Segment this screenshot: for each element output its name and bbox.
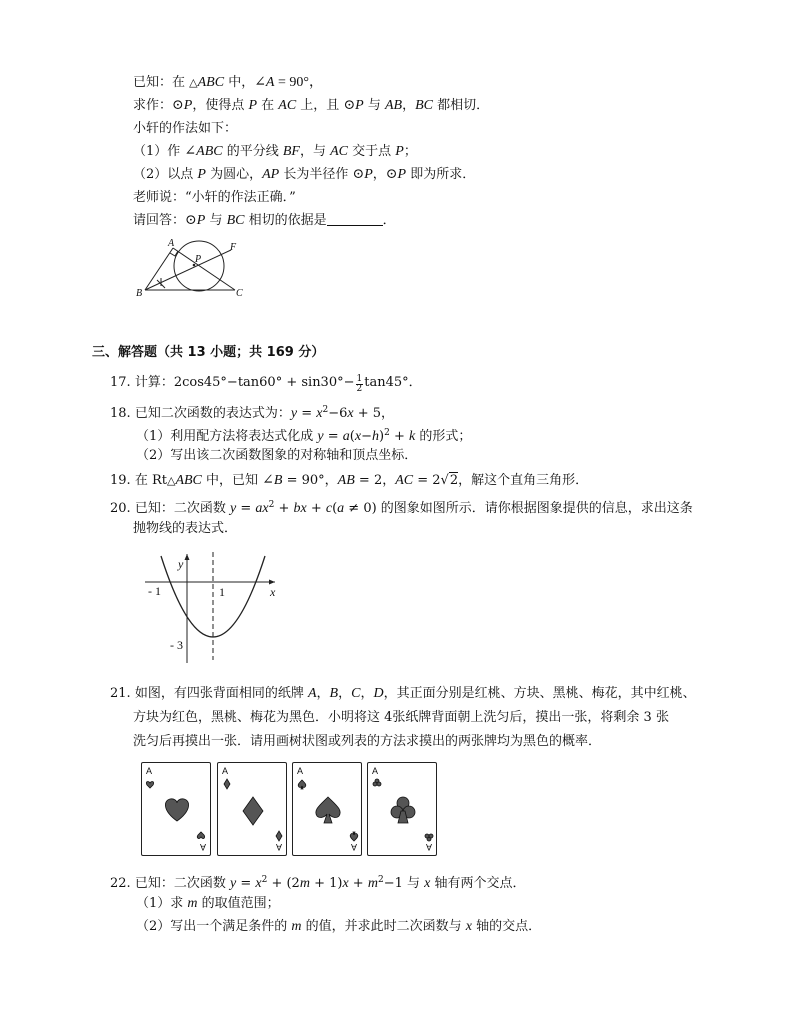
math-var: ⊙P (185, 213, 206, 228)
math-var: P (197, 167, 206, 182)
question-number: 20. (110, 501, 131, 516)
card-rank: A (275, 842, 282, 852)
text: = 90°， (282, 473, 338, 488)
exponent: 2 (384, 428, 390, 438)
math-var: AC (330, 144, 348, 159)
math-var: m (299, 876, 310, 891)
math-var: y (290, 406, 298, 421)
card-clubs (367, 762, 437, 856)
math-var: P (395, 144, 404, 159)
geo-step2 (133, 166, 475, 184)
text: = 2 (413, 473, 441, 488)
text: 轴有两个交点． (430, 876, 526, 891)
sqrt-sign: √ (440, 473, 449, 488)
card-rank: A (199, 842, 206, 852)
text: （1）作 (133, 144, 185, 159)
question-21-line3: 洗匀后再摸出一张．请用画树状图或列表的方法求摸出的两张牌均为黑色的概率． (133, 734, 602, 749)
geo-answer (133, 212, 396, 230)
text: 都相切． (433, 98, 490, 113)
segment-ac (173, 248, 235, 290)
math-var: y (229, 876, 237, 891)
label-p: P (195, 254, 202, 265)
text: （1）求 (136, 896, 188, 911)
text: 为圆心， (205, 167, 263, 182)
text: = 2， (354, 473, 396, 488)
exponent: 2 (268, 500, 275, 510)
text: + (348, 876, 368, 891)
text: ， (360, 686, 374, 701)
math-var: AB (385, 98, 403, 113)
math-var: BC (415, 98, 434, 113)
text: （1）利用配方法将表达式化成 (136, 429, 318, 444)
x-axis-label: x (270, 585, 276, 599)
text: ， (402, 98, 416, 113)
text: ． (382, 213, 396, 228)
math-var: AP (262, 167, 280, 182)
triangle-symbol: △ (166, 474, 176, 487)
math-var: m (187, 896, 198, 911)
question-19 (110, 472, 588, 490)
question-18-sub1 (136, 424, 471, 446)
question-22-sub1 (136, 895, 280, 913)
math-var: a (337, 501, 345, 516)
text: −1 与 (383, 876, 425, 891)
question-number: 22. (110, 876, 131, 891)
question-number: 18. (110, 406, 131, 421)
text: 已知：二次函数 (134, 876, 230, 891)
card-rank: A (146, 766, 153, 776)
geo-step1 (133, 143, 417, 161)
diamond-icon (218, 763, 288, 857)
question-21-line2: 方块为红色，黑桃、梅花为黑色．小明将这 4张纸牌背面朝上洗匀后，摸出一张，将剩余 3 张 (133, 710, 669, 725)
math-var: bx (293, 501, 307, 516)
math-var: ⊙P (172, 98, 193, 113)
math-var: BC (226, 213, 245, 228)
question-20-line2: 抛物线的表达式． (133, 521, 238, 536)
exponent: 2 (377, 875, 384, 885)
text: ( (332, 501, 338, 516)
text: ，其正面分别是红桃、方块、黑桃、梅花，其中红桃、 (383, 686, 696, 701)
math-angle: ∠ABC (184, 144, 223, 159)
card-rank: A (372, 766, 379, 776)
math-var: x (342, 876, 349, 891)
math-var: y (229, 501, 237, 516)
text: ； (403, 144, 417, 159)
text: 中，已知 (201, 473, 263, 488)
math-var: x (424, 876, 431, 891)
math-var: k (408, 429, 416, 444)
math-var: x (354, 429, 362, 444)
question-21 (110, 685, 696, 703)
exponent: 2 (261, 875, 268, 885)
text: ( (349, 429, 355, 444)
question-20 (110, 496, 693, 518)
text: 的值，并求此时二次函数与 (301, 919, 466, 934)
text: 计算：2cos45°−tan60° + sin30°− (134, 375, 355, 390)
question-18-sub2: （2）写出该二次函数图象的对称轴和顶点坐标． (136, 448, 418, 463)
text: ，解这个直角三角形． (458, 473, 589, 488)
math-var: BF (282, 144, 300, 159)
math-var: y (317, 429, 324, 444)
math-var: P (248, 98, 258, 113)
text: 在 Rt (134, 473, 167, 488)
math-var: AB (337, 473, 355, 488)
math-var: C (351, 686, 361, 701)
text: 相切的依据是 (244, 213, 327, 228)
fraction-half (356, 375, 364, 394)
arc-marks (157, 278, 165, 288)
math-var: a (342, 429, 350, 444)
math-var: AC (278, 98, 297, 113)
text: ≠ 0) 的图象如图所示．请你根据图象提供的信息，求出这条 (344, 501, 693, 516)
math-angle: ∠B (262, 473, 283, 488)
question-18 (110, 401, 394, 423)
text: = (323, 429, 343, 444)
question-22-sub2 (136, 918, 541, 936)
math-var: ⊙P (352, 167, 373, 182)
label-b: B (136, 288, 143, 299)
text: 的形式； (415, 429, 472, 444)
text: ，与 (299, 144, 331, 159)
text: 长为半径作 (279, 167, 353, 182)
math-var: a (255, 501, 263, 516)
y-axis-arrow (185, 554, 190, 560)
text: −6 (328, 406, 348, 421)
y-axis-label: y (178, 557, 184, 571)
text: （2）以点 (133, 167, 198, 182)
text: = (297, 406, 317, 421)
text: 中， (224, 75, 255, 90)
text: 已知二次函数的表达式为： (134, 406, 291, 421)
card-spades (292, 762, 362, 856)
sqrt-radicand: 2 (449, 473, 459, 488)
math-var: B (329, 686, 339, 701)
circle-tangent-figure (130, 236, 255, 300)
question-number: 17. (110, 375, 131, 390)
geo-construct-line (133, 97, 489, 115)
math-var: x (347, 406, 354, 421)
text: 已知：在 (133, 75, 190, 90)
text: 的取值范围； (197, 896, 280, 911)
text: 交于点 (347, 144, 396, 159)
label-c: C (236, 288, 243, 299)
text: ， (338, 686, 352, 701)
text: 上，且 (296, 98, 344, 113)
geo-given-line (133, 74, 323, 92)
triangle-symbol: △ (189, 76, 198, 89)
tick-1: 1 (219, 585, 225, 599)
text: + (274, 501, 294, 516)
card-hearts (141, 762, 211, 856)
card-rank: A (350, 842, 357, 852)
math-var: x (262, 501, 269, 516)
text: 即为所求． (406, 167, 476, 182)
frac-num: 1 (356, 374, 363, 384)
text: 求作： (133, 98, 173, 113)
math-var: ⊙P (343, 98, 364, 113)
section-title: 三、解答题（共 13 小题；共 169 分） (92, 345, 325, 360)
text: = (236, 876, 256, 891)
text: = (236, 501, 256, 516)
math-var: AC (395, 473, 414, 488)
text: + (389, 429, 409, 444)
text: （2）写出一个满足条件的 (136, 919, 292, 934)
math-var: x (255, 876, 262, 891)
text: 已知：二次函数 (134, 501, 230, 516)
text: 与 (205, 213, 227, 228)
text: − (361, 429, 372, 444)
question-number: 19. (110, 473, 131, 488)
text: 如图，有四张背面相同的纸牌 (134, 686, 308, 701)
math-var: x (465, 919, 473, 934)
math-var: c (325, 501, 333, 516)
text: tan45°． (364, 375, 422, 390)
math-text: = 90°， (274, 75, 323, 90)
text: ， (372, 167, 386, 182)
club-icon (368, 763, 438, 857)
heart-icon (142, 763, 212, 857)
text: ，使得点 (192, 98, 249, 113)
text: 与 (363, 98, 385, 113)
math-var: ABC (175, 473, 202, 488)
text: + (2 (267, 876, 300, 891)
label-f: F (230, 242, 237, 253)
math-var: m (367, 876, 378, 891)
text: 在 (257, 98, 279, 113)
math-var: A (307, 686, 317, 701)
math-var: h (372, 429, 379, 444)
math-var: D (373, 686, 384, 701)
answer-blank[interactable] (327, 213, 383, 226)
question-17 (110, 374, 422, 394)
card-rank: A (222, 766, 229, 776)
frac-den: 2 (356, 384, 363, 394)
label-a: A (168, 238, 175, 249)
card-rank: A (425, 842, 432, 852)
question-22 (110, 871, 525, 893)
text: 轴的交点． (472, 919, 542, 934)
tick-neg1: - 1 (148, 584, 161, 598)
spade-icon (293, 763, 363, 857)
card-diamonds (217, 762, 287, 856)
math-var: ABC (197, 75, 225, 90)
geo-teacher: 老师说：“小轩的作法正确．” (133, 190, 296, 205)
question-number: 21. (110, 686, 131, 701)
text: + (306, 501, 326, 516)
exponent: 2 (322, 405, 329, 415)
text: 的平分线 (222, 144, 283, 159)
card-rank: A (297, 766, 304, 776)
math-var: x (316, 406, 323, 421)
text: + 1) (309, 876, 343, 891)
text: ， (316, 686, 330, 701)
text: ) (379, 429, 385, 444)
text: + 5， (353, 406, 395, 421)
parabola-graph (140, 548, 285, 666)
x-axis-arrow (269, 580, 275, 585)
tick-neg3: - 3 (170, 638, 183, 652)
math-var: ⊙P (385, 167, 407, 182)
math-var: m (291, 919, 302, 934)
math-angle: ∠A (254, 75, 275, 90)
text: 请回答： (133, 213, 186, 228)
geo-method-intro: 小轩的作法如下： (133, 121, 238, 136)
